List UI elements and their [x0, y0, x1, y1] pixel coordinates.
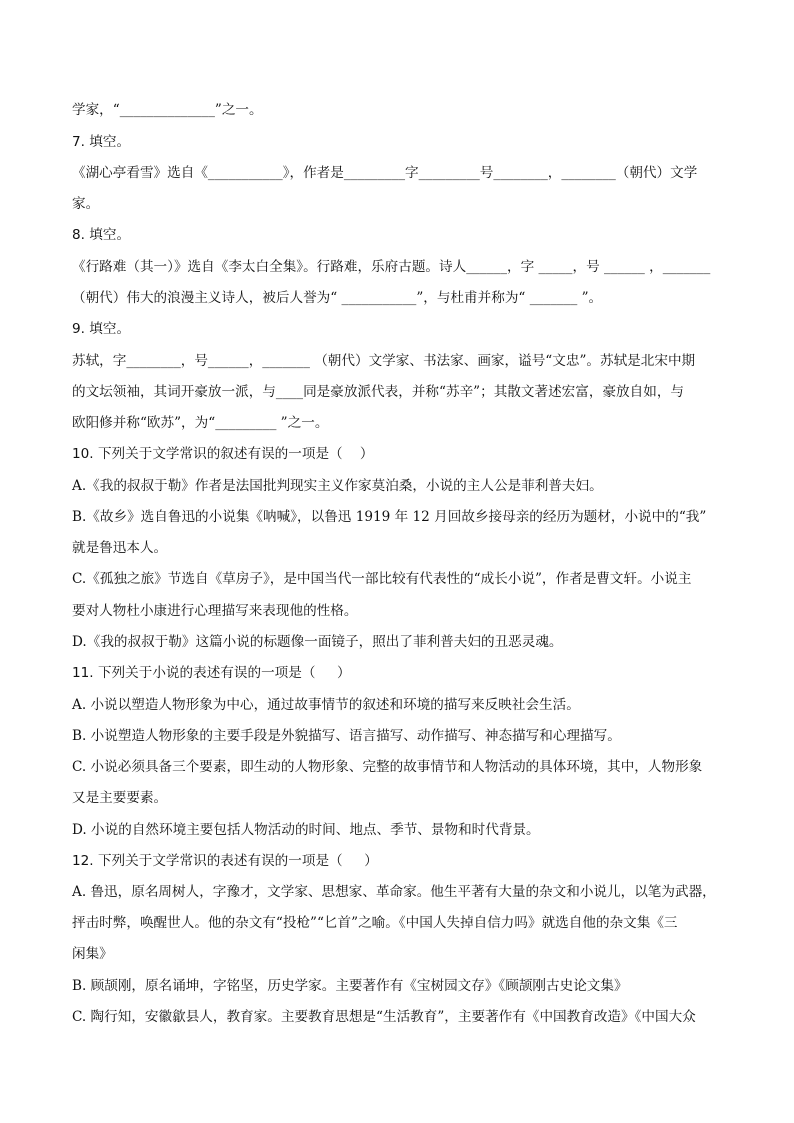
question-heading: 11. 下列关于小说的表述有误的一项是（ ） — [72, 665, 351, 681]
option-c: C.《孤独之旅》节选自《草房子》，是中国当代一部比较有代表性的“成长小说”，作者是曹文轩。小说主 — [72, 571, 692, 587]
text-line: 《湖心亭看雪》选自《___________》，作者是_________字_________号________，________（朝代）文学 — [72, 165, 698, 181]
question-heading: 7. 填空。 — [72, 134, 131, 150]
option-a: A.《我的叔叔于勒》作者是法国批判现实主义作家莫泊桑，小说的主人公是菲利普夫妇。 — [72, 478, 603, 494]
option-a: A. 鲁迅，原名周树人，字豫才，文学家、思想家、革命家。他生平著有大量的杂文和小说儿，以笔为武器， — [72, 884, 716, 900]
question-heading: 10. 下列关于文学常识的叙述有误的一项是（ ） — [72, 446, 374, 462]
option-d: D.《我的叔叔于勒》这篇小说的标题像一面镜子，照出了菲利普夫妇的丑恶灵魂。 — [72, 634, 563, 650]
text-line: 苏轼，字________，号______，_______ （朝代）文学家、书法家、画家，谥号“文忠”。苏轼是北宋中期 — [72, 353, 696, 369]
option-a: A. 小说以塑造人物形象为中心，通过故事情节的叙述和环境的描写来反映社会生活。 — [72, 697, 580, 713]
text-line: 家。 — [72, 196, 100, 212]
text-line: 要对人物杜小康进行心理描写来表现他的性格。 — [72, 603, 358, 619]
text-line: （朝代）伟大的浪漫主义诗人，被后人誉为“ ___________”，与杜甫并称为“ _______ ”。 — [72, 290, 603, 306]
question-heading: 8. 填空。 — [72, 227, 131, 243]
text-line: 学家，“______________”之一。 — [72, 102, 263, 118]
option-d: D. 小说的自然环境主要包括人物活动的时间、地点、季节、景物和时代背景。 — [72, 822, 540, 838]
option-b: B.《故乡》选自鲁迅的小说集《呐喊》，以鲁迅 1919 年 12 月回故乡接母亲的经历为题材，小说中的“我” — [72, 509, 707, 525]
text-line: 又是主要要素。 — [72, 790, 168, 806]
option-b: B. 顾颉刚，原名诵坤，字铭坚，历史学家。主要著作有《宝树园文存》《顾颉刚古史论文集》 — [72, 978, 628, 994]
text-line: 的文坛领袖，其词开豪放一派，与____同是豪放派代表，并称“苏辛”；其散文著述宏富，豪放自如，与 — [72, 384, 685, 400]
text-line: 抨击时弊，唤醒世人。他的杂文有“投枪”“匕首”之喻。《中国人失掉自信力吗》就选自他的杂文集《三 — [72, 915, 678, 931]
question-heading: 12. 下列关于文学常识的表述有误的一项是（ ） — [72, 853, 378, 869]
text-line: 《行路难（其一）》选自《李太白全集》。行路难，乐府古题。诗人______，字 _____，号 ______ ，_______ — [72, 259, 711, 275]
text-line: 就是鲁迅本人。 — [72, 540, 168, 556]
option-c: C. 陶行知，安徽歙县人，教育家。主要教育思想是“生活教育”，主要著作有《中国教育改造》《中国大众 — [72, 1009, 696, 1025]
text-line: 闲集》 — [72, 946, 113, 962]
option-b: B. 小说塑造人物形象的主要手段是外貌描写、语言描写、动作描写、神态描写和心理描写。 — [72, 728, 621, 744]
text-line: 欧阳修并称“欧苏”，为“_________ ”之一。 — [72, 415, 329, 431]
option-c: C. 小说必须具备三个要素，即生动的人物形象、完整的故事情节和人物活动的具体环境，其中，人物形象 — [72, 759, 703, 775]
question-heading: 9. 填空。 — [72, 321, 131, 337]
